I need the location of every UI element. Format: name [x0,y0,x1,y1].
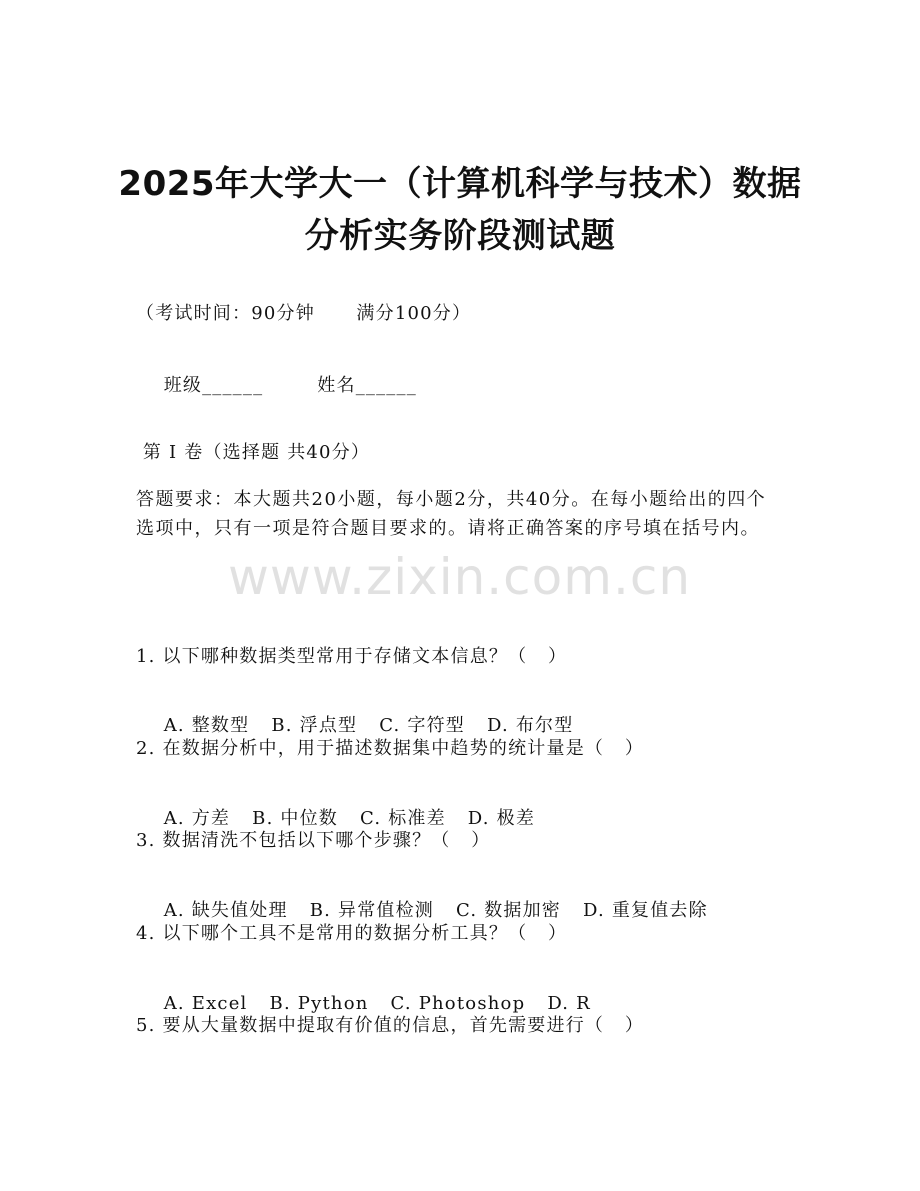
page-title-line-1: 2025年大学大一（计算机科学与技术）数据 [118,164,802,204]
question-text: 3. 数据清洗不包括以下哪个步骤？（ ） [136,830,491,851]
option-d: D. 布尔型 [487,715,574,736]
option-b: B. Python [269,993,369,1014]
option-a: A. Excel [163,993,248,1014]
option-d: D. 极差 [467,808,536,829]
question-text: 1. 以下哪种数据类型常用于存储文本信息？（ ） [136,646,568,667]
option-a: A. 方差 [163,808,231,829]
student-fields [136,350,417,422]
option-b: B. 浮点型 [271,715,358,736]
section-heading: 第 I 卷（选择题 共40分） [136,442,371,463]
option-c: C. 字符型 [379,715,465,736]
name-field-label: 姓名______ [317,375,417,396]
option-a: A. 缺失值处理 [163,900,288,921]
question-text: 4. 以下哪个工具不是常用的数据分析工具？（ ） [136,923,568,944]
instructions-paragraph: 答题要求：本大题共20小题，每小题2分，共40分。在每小题给出的四个选项中，只有一项是符合题目要求的。请将正确答案的序号填在括号内。 [136,489,767,539]
option-c: C. 数据加密 [456,900,561,921]
option-b: B. 异常值检测 [309,900,435,921]
option-c: C. Photoshop [390,993,526,1014]
question-text: 2. 在数据分析中，用于描述数据集中趋势的统计量是（ ） [136,738,645,759]
option-c: C. 标准差 [360,808,446,829]
option-b: B. 中位数 [252,808,339,829]
watermark: www.zixin.com.cn [228,548,692,606]
option-d: D. 重复值去除 [583,900,708,921]
exam-info: （考试时间：90分钟 满分100分） [136,303,472,324]
option-d: D. R [547,993,591,1014]
option-a: A. 整数型 [163,715,250,736]
question-text: 5. 要从大量数据中提取有价值的信息，首先需要进行（ ） [136,1015,645,1036]
class-field-label: 班级______ [163,375,264,396]
page-title-line-2: 分析实务阶段测试题 [304,216,616,256]
